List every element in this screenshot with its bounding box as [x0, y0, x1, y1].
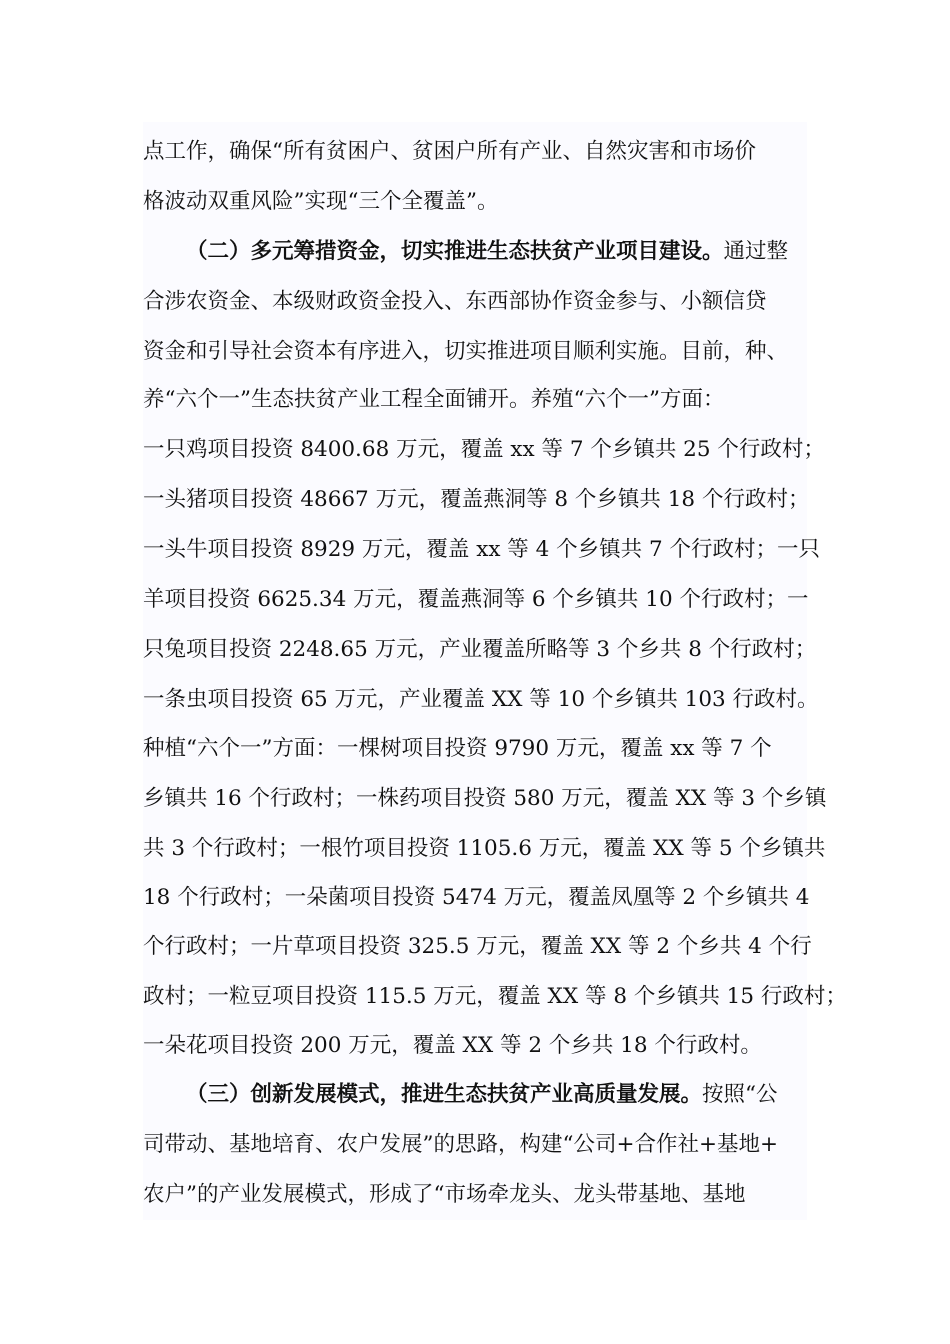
- section-heading-3-title: （三）创新发展模式，推进生态扶贫产业高质量发展。: [186, 1082, 703, 1107]
- text-line: 合涉农资金、本级财政资金投入、东西部协作资金参与、小额信贷: [143, 289, 767, 314]
- section-heading-2-title: （二）多元筹措资金，切实推进生态扶贫产业项目建设。: [186, 239, 724, 264]
- text-line: 共 3 个行政村；一根竹项目投资 1105.6 万元，覆盖 XX 等 5 个乡镇共: [143, 836, 826, 861]
- section-heading-3: [186, 1070, 778, 1120]
- section-heading-2: [186, 227, 788, 277]
- text-line: 只兔项目投资 2248.65 万元，产业覆盖所略等 3 个乡共 8 个行政村；: [143, 637, 817, 662]
- text-line: 资金和引导社会资本有序进入，切实推进项目顺利实施。目前，种、: [143, 339, 789, 364]
- text-line: 格波动双重风险”实现“三个全覆盖”。: [143, 189, 499, 214]
- text-line: 农户”的产业发展模式，形成了“市场牵龙头、龙头带基地、基地: [143, 1182, 746, 1207]
- text-line: 政村；一粒豆项目投资 115.5 万元，覆盖 XX 等 8 个乡镇共 15 行政村；: [143, 984, 847, 1009]
- text-line: 养“六个一”生态扶贫产业工程全面铺开。养殖“六个一”方面：: [143, 387, 725, 412]
- text-line: 司带动、基地培育、农户发展”的思路，构建“公司+合作社+基地+: [143, 1132, 779, 1157]
- section-heading-2-text: 通过整: [723, 239, 789, 264]
- text-line: 个行政村；一片草项目投资 325.5 万元，覆盖 XX 等 2 个乡共 4 个行: [143, 934, 812, 959]
- text-line: 羊项目投资 6625.34 万元，覆盖燕洞等 6 个乡镇共 10 个行政村；一: [143, 587, 809, 612]
- text-line: 一头猪项目投资 48667 万元，覆盖燕洞等 8 个乡镇共 18 个行政村；: [143, 487, 810, 512]
- text-line: 18 个行政村；一朵菌项目投资 5474 万元，覆盖凤凰等 2 个乡镇共 4: [143, 885, 810, 910]
- text-line: 一朵花项目投资 200 万元，覆盖 XX 等 2 个乡共 18 个行政村。: [143, 1033, 762, 1058]
- text-line: 种植“六个一”方面：一棵树项目投资 9790 万元，覆盖 xx 等 7 个: [143, 736, 772, 761]
- text-line: 一条虫项目投资 65 万元，产业覆盖 XX 等 10 个乡镇共 103 行政村。: [143, 687, 819, 712]
- text-line: 一头牛项目投资 8929 万元，覆盖 xx 等 4 个乡镇共 7 个行政村；一只: [143, 537, 821, 562]
- section-heading-3-text: 按照“公: [702, 1082, 778, 1107]
- text-line: 一只鸡项目投资 8400.68 万元，覆盖 xx 等 7 个乡镇共 25 个行政村；: [143, 437, 825, 462]
- text-line: 乡镇共 16 个行政村；一株药项目投资 580 万元，覆盖 XX 等 3 个乡镇: [143, 786, 827, 811]
- text-line: 点工作，确保“所有贫困户、贫困户所有产业、自然灾害和市场价: [143, 139, 756, 164]
